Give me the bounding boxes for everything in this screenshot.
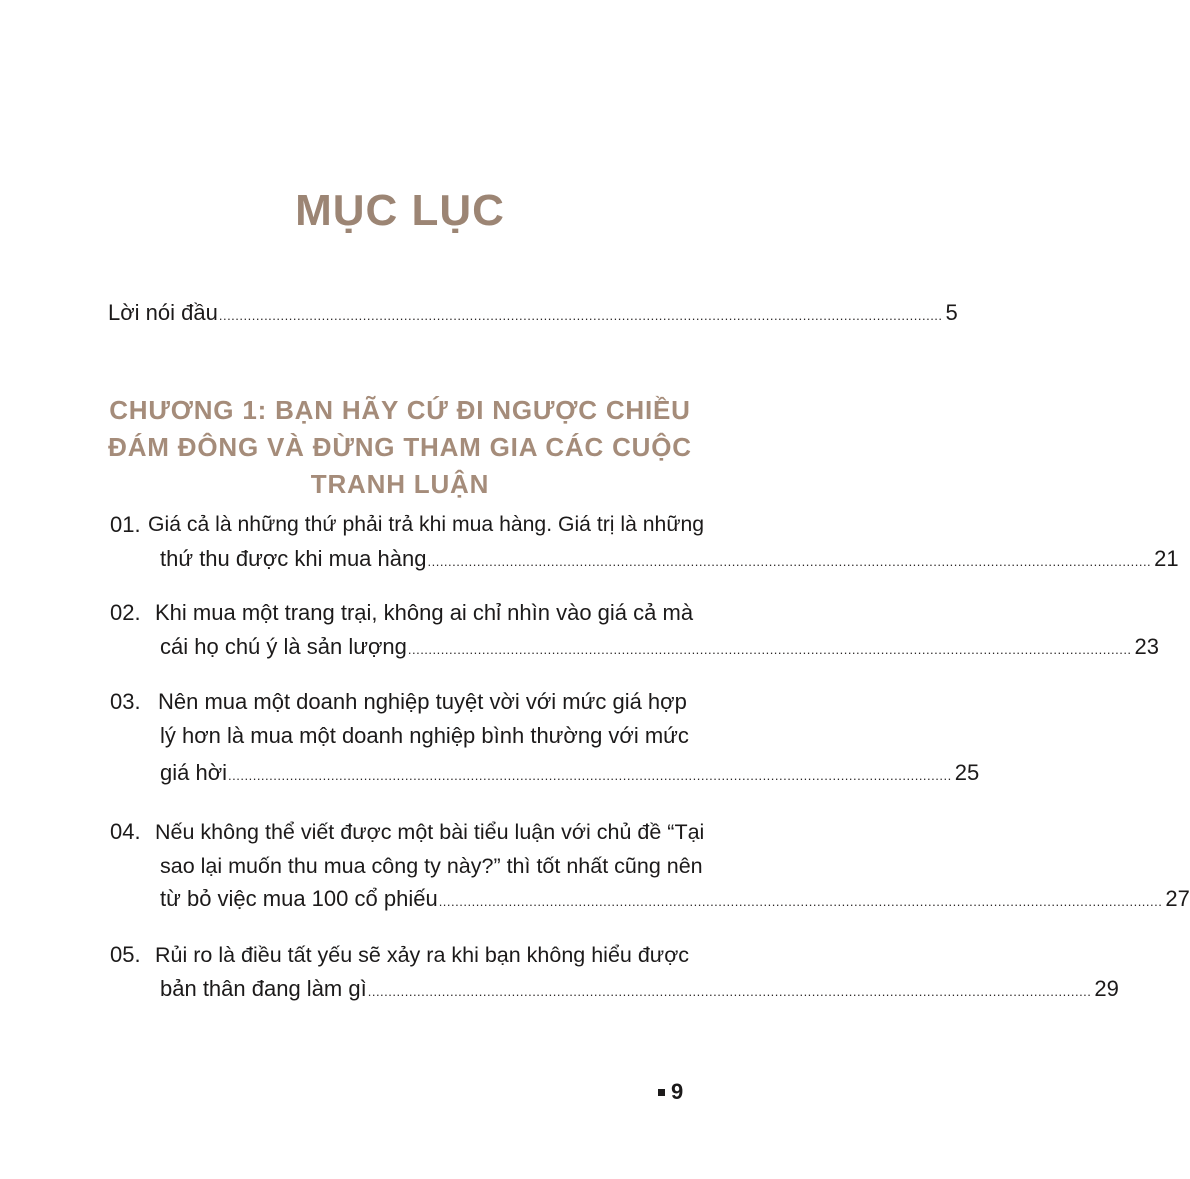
toc-page-number: 23	[1134, 634, 1160, 659]
toc-page-number: 27	[1165, 886, 1190, 911]
page-title: MỤC LỤC	[295, 186, 505, 235]
dot-leader: ................................................................................................................................................................................	[438, 894, 1163, 909]
toc-page-number: 5	[945, 300, 958, 325]
toc-entry-line: cái họ chú ý là sản lượng	[160, 634, 407, 659]
page-number-value: 9	[671, 1079, 684, 1104]
dot-leader: ................................................................................................................................................................................	[407, 642, 1132, 657]
toc-entry-number: 03.	[110, 689, 141, 714]
toc-entry-line: sao lại muốn thu mua công ty này?” thì tốt nhất cũng nên	[160, 854, 703, 878]
toc-entry-line: bản thân đang làm gì	[160, 976, 367, 1001]
dot-leader: ................................................................................................................................................................................	[427, 554, 1152, 569]
chapter-heading-line: TRANH LUẬN	[310, 469, 490, 499]
toc-entry-line: Nếu không thể viết được một bài tiểu luận với chủ đề “Tại	[155, 820, 705, 844]
dot-leader: ................................................................................................................................................................................	[367, 984, 1092, 999]
toc-entry-line: Rủi ro là điều tất yếu sẽ xảy ra khi bạn không hiểu được	[155, 943, 690, 967]
dot-leader: ................................................................................................................................................................................	[218, 308, 943, 323]
toc-entry-number: 01.	[110, 512, 141, 537]
toc-entry-last-line	[160, 884, 1190, 917]
toc-entry-last-line	[160, 544, 1179, 577]
toc-entry-line: Giá cả là những thứ phải trả khi mua hàng. Giá trị là những	[148, 513, 705, 536]
toc-entry-line: Khi mua một trang trại, không ai chỉ nhìn vào giá cả mà	[155, 600, 694, 625]
chapter-heading-line: CHƯƠNG 1: BẠN HÃY CỨ ĐI NGƯỢC CHIỀU	[109, 395, 691, 425]
toc-page-number: 29	[1094, 976, 1119, 1001]
toc-entry-number: 04.	[110, 819, 141, 844]
toc-entry-last-line	[160, 632, 1160, 665]
square-bullet-icon	[658, 1089, 665, 1096]
toc-entry-number: 05.	[110, 942, 141, 967]
toc-page-number: 25	[954, 760, 980, 785]
toc-entry-number: 02.	[110, 600, 141, 625]
chapter-heading-line: ĐÁM ĐÔNG VÀ ĐỪNG THAM GIA CÁC CUỘC	[108, 432, 692, 462]
toc-preface-label: Lời nói đầu	[108, 300, 218, 325]
dot-leader: ................................................................................................................................................................................	[228, 768, 952, 783]
toc-entry-line: lý hơn là mua một doanh nghiệp bình thường với mức	[160, 723, 689, 748]
toc-entry-last-line	[160, 974, 1119, 1007]
toc-entry-line: giá hời	[160, 760, 228, 785]
page-number	[658, 1079, 683, 1105]
toc-entry-line: từ bỏ việc mua 100 cổ phiếu	[160, 886, 438, 911]
toc-entry-line: Nên mua một doanh nghiệp tuyệt vời với mức giá hợp	[158, 689, 687, 714]
toc-page-number: 21	[1154, 546, 1179, 571]
toc-preface	[108, 298, 958, 331]
chapter-heading	[100, 392, 700, 503]
toc-entry-line: thứ thu được khi mua hàng	[160, 546, 427, 571]
toc-entry-last-line	[160, 758, 980, 791]
